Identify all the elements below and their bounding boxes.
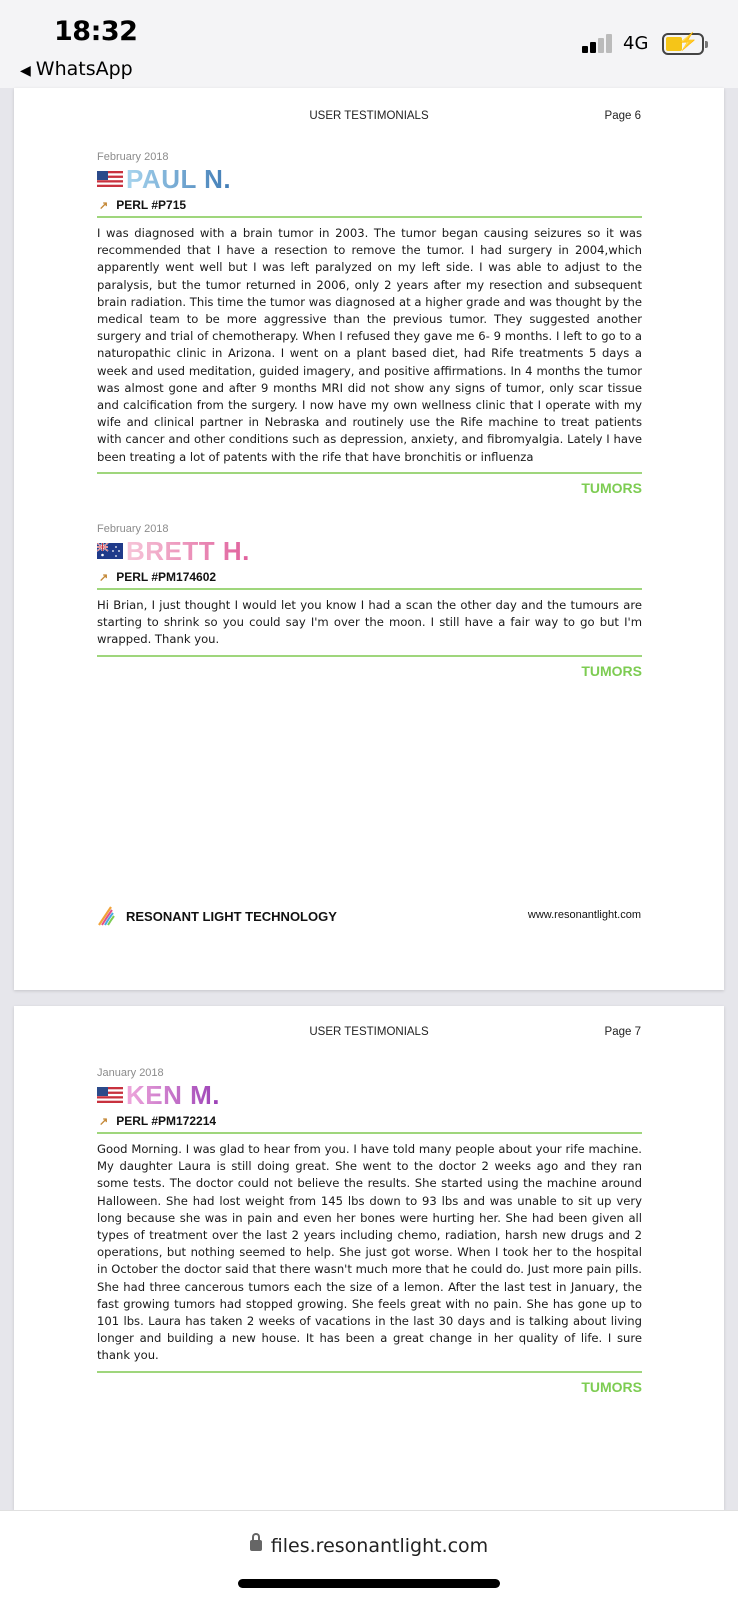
page-number: Page 7 (604, 1026, 641, 1038)
lock-icon (250, 1540, 262, 1551)
perl-id: PERL #PM172214 (116, 1114, 217, 1128)
testimonial-name: KEN M. (126, 1079, 220, 1110)
divider (97, 1371, 642, 1373)
au-flag-icon (97, 543, 123, 559)
resonant-light-logo-icon (97, 906, 119, 926)
testimonial-date: February 2018 (97, 151, 169, 163)
status-time: 18:32 (54, 16, 138, 47)
battery-charging-icon: ⚡ (662, 33, 704, 55)
signal-icon (582, 33, 616, 53)
perl-logo-icon: ↗ (99, 571, 109, 584)
page-number: Page 6 (604, 110, 641, 122)
testimonial-text: I was diagnosed with a brain tumor in 2003. The tumor began causing seizures so it was recommended that I have a resection to remove the tumor. I had surgery in 2004,which apparently went well but I was left paralyzed on my left side. I was able to adjust to the paralysis, but the tumor returned in 2006, only 2 years after my resection and subsequent brain radiation. This time the tumor was diagnosed at a higher grade and was thought by the medical team to be more aggressive than the previous tumor. They suggested another surgery and trial of chemotherapy. When I refused they gave me 6- 9 months. I left to go to a naturopathic clinic in Arizona. I went on a plant based diet, had Rife treatments 5 days a week and used meditation, guided imagery, and positive affirmations. In 4 months the tumor was almost gone and after 9 months MRI did not show any signs of tumor, only scar tissue and calcification from the surgery. I now have my own wellness clinic that I operate with my wife and clinical partner in Nebraska and routinely use the Rife machine to treat patients with cancer and other conditions such as depression, anxiety, and fibromyalgia. Lately I have been treating a lot of patents with the rife that have bronchitis or influenza (97, 226, 642, 464)
testimonial-entry (97, 1067, 642, 1395)
divider (97, 655, 642, 657)
page-header-title: USER TESTIMONIALS (309, 110, 429, 122)
perl-logo-icon: ↗ (99, 199, 109, 212)
footer-url[interactable]: www.resonantlight.com (527, 909, 641, 921)
back-triangle-icon: ◀ (20, 63, 31, 79)
testimonial-date: February 2018 (97, 523, 169, 535)
pdf-page-6 (14, 88, 724, 990)
divider (97, 1132, 642, 1134)
us-flag-icon (97, 1087, 123, 1103)
testimonial-name: BRETT H. (126, 535, 250, 566)
home-indicator[interactable] (238, 1579, 500, 1588)
category-tag: TUMORS (581, 1378, 642, 1395)
category-tag: TUMORS (581, 662, 642, 679)
testimonial-text: Hi Brian, I just thought I would let you know I had a scan the other day and the tumours are starting to shrink so you could say I'm over the moon. I still have a fair way to go but I'm wrapped. Thank you. (97, 598, 642, 647)
pdf-page-7 (14, 1006, 724, 1510)
network-type: 4G (623, 33, 649, 54)
perl-id: PERL #P715 (116, 198, 187, 212)
footer-brand (97, 906, 337, 926)
status-bar (0, 0, 738, 88)
back-app-label: WhatsApp (35, 58, 133, 80)
browser-address-bar (0, 1510, 738, 1600)
testimonial-name: PAUL N. (126, 163, 232, 194)
page-header-title: USER TESTIMONIALS (309, 1026, 429, 1038)
divider (97, 472, 642, 474)
us-flag-icon (97, 171, 123, 187)
address-field[interactable] (0, 1535, 738, 1557)
testimonial-entry (97, 523, 642, 679)
category-tag: TUMORS (581, 479, 642, 496)
testimonial-date: January 2018 (97, 1067, 164, 1079)
footer-brand-name: RESONANT LIGHT TECHNOLOGY (126, 908, 337, 924)
back-to-app-button[interactable] (20, 58, 133, 80)
divider (97, 588, 642, 590)
url-text: files.resonantlight.com (270, 1535, 489, 1557)
perl-logo-icon: ↗ (99, 1115, 109, 1128)
testimonial-entry (97, 151, 642, 496)
perl-id: PERL #PM174602 (116, 570, 217, 584)
divider (97, 216, 642, 218)
testimonial-text: Good Morning. I was glad to hear from you. I have told many people about your rife machine. My daughter Laura is still doing great. She went to the doctor 2 weeks ago and they ran some tests. The doctor could not believe the results. She started using the machine around Halloween. She had lost weight from 145 lbs down to 93 lbs and was unable to sit up very long because she was in pain and even her bones were hurting her. She had been given all types of treatment over the last 2 years including chemo, radiation, harsh new drugs and 2 operations, but nothing seemed to help. She just got worse. When I took her to the hospital in October the doctor said that there wasn't much more that he could do. Just more pain pills. She had three cancerous tumors each the size of a lemon. After the last test in January, the fast growing tumors had stopped growing. She feels great with no pain. She has gone up to 101 lbs. Laura has taken 2 weeks of vacations in the last 30 days and is talking about living longer and building a new house. It has been a great change in her quality of life. I sure thank you. (97, 1142, 642, 1363)
